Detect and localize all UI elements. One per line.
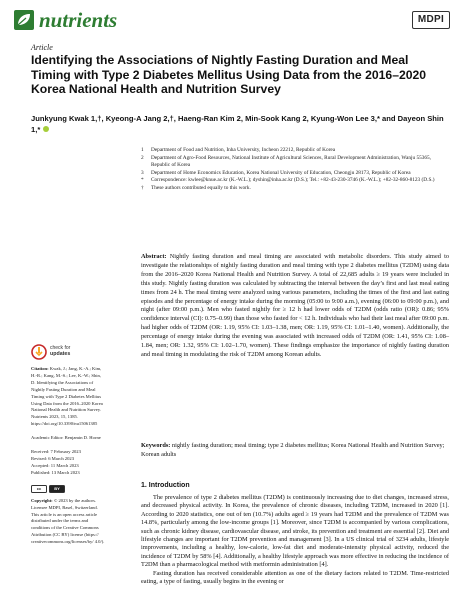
publication-dates [31, 449, 106, 477]
keywords-label: Keywords: [141, 442, 171, 449]
intro-paragraph: Fasting duration has received considerable attention as one of the dietary factors related to T2DM. Time-restricted eating, a type of fasting, usually begins in the evening or [141, 569, 449, 586]
author-list [31, 113, 451, 135]
date-received: Received: 7 February 2023 [31, 449, 81, 455]
citation-label: Citation: [31, 366, 49, 371]
keywords-text: nightly fasting duration; meal timing; type 2 diabetes mellitus; Korea National Health and Nutrition Survey; Korean adults [141, 442, 445, 458]
academic-editor: Academic Editor: Benjamin D. Horne [31, 435, 101, 441]
author-names[interactable]: Junkyung Kwak 1,†, Kyeong-A Jang 2,†, Haeng-Ran Kim 2, Min-Sook Kang 2, Kyung-Won Lee 3,* and Dayeon Shin 1,* [31, 114, 444, 134]
abstract-label: Abstract: [141, 253, 167, 260]
cc-license-badge[interactable] [31, 485, 131, 493]
date-published: Published: 13 March 2023 [31, 469, 80, 475]
cc-icon: cc [31, 485, 47, 493]
publisher-logo[interactable]: MDPI [412, 11, 450, 29]
intro-paragraph: The prevalence of type 2 diabetes mellitus (T2DM) is continuously increasing due to diet changes, increased stress, and decreased physical activity. In Korea, the prevalence of chronic diseases, including T2DM, increased in 2020 [1]. According to 2020 statistics, one out of ten (10.7%) adults aged ≥ 19 years had T2DM and the prevalence of T2DM was 14.8%, particularly among the low-income groups [1]. Moreover, since T2DM is accompanied by various complications, such as chronic kidney disease, cardiovascular disease, and stroke, its prevention and treatment are essential [2]. Diet and lifestyle changes are important for T2DM prevention and management [3]. In a US clinical trial of 3234 adults, lifestyle improvements, including a healthy, low-calorie, low-fat diet and moderate-intensity physical activity, reduced the incidence of T2DM by 58% [4]. Additionally, a healthy lifestyle approach was more effective in reducing the incidence of T2DM than a pharmacological method with metformin administration [4]. [141, 494, 449, 569]
section-heading-introduction: 1. Introduction [141, 482, 190, 489]
check-updates-line2: updates [50, 351, 71, 357]
copyright-notice [31, 498, 106, 546]
nutrients-leaf-icon [14, 10, 34, 30]
correspondence[interactable]: * Correspondence: kwlee@knue.ac.kr (K.-W.L.); dyshin@inha.ac.kr (D.S.); Tel.: +82-43-230-3746 (K.-W.L.); +82-32-860-8123 (D.S.) [141, 177, 435, 183]
article-title: Identifying the Associations of Nightly Fasting Duration and Meal Timing with Type 2 Diabetes Mellitus Using Data from the 2016–2020 Korea National Health and Nutrition Survey [31, 53, 427, 96]
check-for-updates-button[interactable] [31, 344, 131, 360]
journal-header [14, 8, 450, 34]
affiliations [141, 147, 449, 192]
affiliation-item: 1 Department of Food and Nutrition, Inha University, Incheon 22212, Republic of Korea [141, 147, 336, 153]
citation-block [31, 366, 106, 428]
check-updates-icon [31, 344, 47, 360]
abstract-text: Nightly fasting duration and meal timing are associated with metabolic disorders. This study aimed to investigate the relationships of nightly fasting duration and meal timing with type 2 diabetes mellitus (T2DM) using data from the 2016–2020 Korea National Health and Nutrition Survey. A total of 22,685 adults ≥ 19 years were included in this study. Nightly fasting duration was calculated by subtracting the interval between the day’s first and last meal eating times from 24 h. The meal timing were analyzed using various parameters, including the times of the first and last eating episodes and the percentage of energy intake during the morning (05:00 to 9:00 a.m.), evening (06:00 to 09:00 p.m.), and night (after 09:00 p.m.). Men who fasted nightly for ≥ 12 h had lower odds of T2DM (odds ratio (OR): 0.86; 95% confidence interval (CI): 0.75–0.99) than those who fasted for < 12 h. Individuals who had their last meal after 09:00 p.m. had higher odds of T2DM (OR: 1.19, 95% CI: 1.03–1.38, men; OR: 1.19, 95% CI: 1.01–1.40, women). Additionally, the percentage of energy intake during the evening was associated with increased odds of T2DM (OR: 1.41, 95% CI: 1.08–1.84, men; OR: 1.32, 95% CI: 1.02–1.70, women). These findings emphasize the importance of nightly fasting duration and meal timing in modulating the risk of T2DM among Korean adults. [141, 253, 450, 358]
by-icon: BY [49, 485, 65, 493]
check-updates-line1: check for [50, 345, 71, 352]
article-sidebar [31, 344, 131, 546]
abstract [141, 253, 449, 360]
copyright-label: Copyright: [31, 497, 53, 503]
article-type: Article [31, 43, 53, 52]
journal-name[interactable]: nutrients [39, 8, 118, 32]
introduction-body [141, 494, 449, 586]
citation-text[interactable]: Kwak, J.; Jang, K.-A.; Kim, H.-R.; Kang, M.-S.; Lee, K.-W.; Shin, D. Identifying the Associations of Nightly Fasting Duration and Meal Timing with Type 2 Diabetes Mellitus Using Data from the 2016–2020 Korea National Health and Nutrition Survey. Nutrients 2023, 15, 1385. https://doi.org/10.3390/nu15061385 [31, 366, 103, 427]
date-accepted: Accepted: 11 March 2023 [31, 462, 79, 468]
keywords [141, 442, 449, 460]
date-revised: Revised: 6 March 2023 [31, 455, 74, 461]
affiliation-item: 2 Department of Agro-Food Resources, National Institute of Agricultural Sciences, Rural Development Administration, Wanju 55365, Republic of Korea [141, 154, 432, 168]
copyright-text: © 2023 by the authors. Licensee MDPI, Basel, Switzerland. This article is an open access article distributed under the terms and conditions of the Creative Commons Attribution (CC BY) license (https:// creativecommons.org/licenses/by/ 4.0/). [31, 497, 105, 545]
affiliation-item: 3 Department of Home Economics Education, Korea National University of Education, Cheongju 28173, Republic of Korea [141, 169, 411, 176]
equal-contribution-note: † These authors contributed equally to this work. [141, 184, 251, 191]
orcid-icon[interactable] [43, 126, 49, 132]
